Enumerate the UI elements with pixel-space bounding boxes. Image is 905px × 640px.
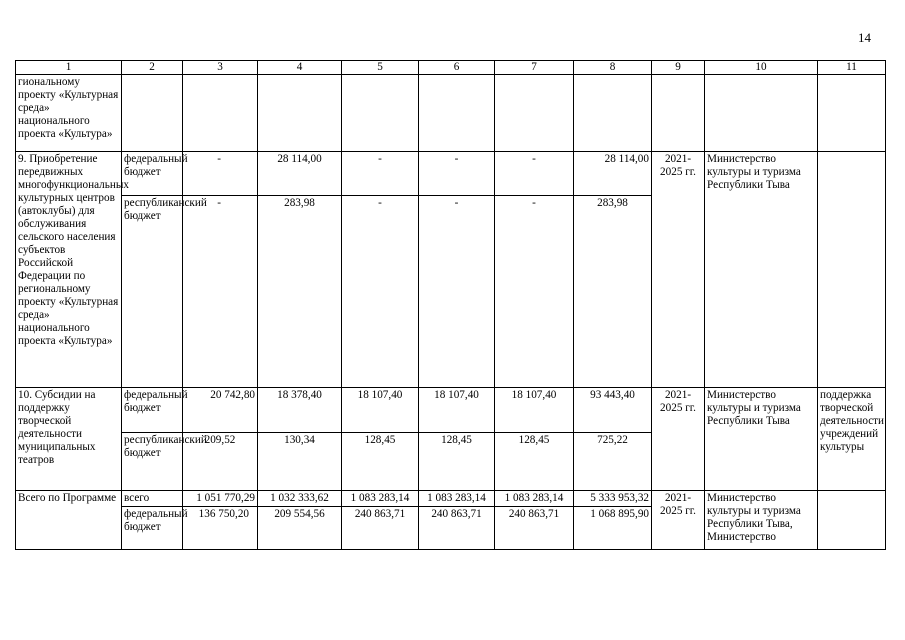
amount-cell: 1 083 283,14 <box>495 491 574 507</box>
amount-cell: 283,98 <box>258 196 342 388</box>
amount-cell: 136 750,20 <box>183 507 258 550</box>
column-number: 7 <box>495 61 574 75</box>
activity-name: Всего по Программе <box>16 491 122 550</box>
amount-cell: - <box>183 152 258 196</box>
column-number: 1 <box>16 61 122 75</box>
funding-source: федеральный бюджет <box>122 152 183 196</box>
amount-cell: 240 863,71 <box>342 507 419 550</box>
page-number: 14 <box>858 30 871 45</box>
amount-cell: 18 107,40 <box>495 388 574 433</box>
amount-cell: - <box>183 196 258 388</box>
column-number: 9 <box>652 61 705 75</box>
column-number: 8 <box>574 61 652 75</box>
total-amount-cell: 283,98 <box>574 196 652 388</box>
amount-cell: 1 083 283,14 <box>419 491 495 507</box>
continuation-row <box>16 75 886 152</box>
funding-source: федеральный бюджет <box>122 388 183 433</box>
amount-cell: - <box>495 196 574 388</box>
column-number: 4 <box>258 61 342 75</box>
empty-cell <box>419 75 495 152</box>
column-number: 6 <box>419 61 495 75</box>
total-amount-cell: 1 068 895,90 <box>574 507 652 550</box>
amount-cell: 128,45 <box>342 433 419 491</box>
column-number: 2 <box>122 61 183 75</box>
amount-cell: 240 863,71 <box>419 507 495 550</box>
total-amount-cell: 5 333 953,32 <box>574 491 652 507</box>
funding-source: республиканский бюджет <box>122 196 183 388</box>
empty-cell <box>652 75 705 152</box>
amount-cell: - <box>495 152 574 196</box>
amount-cell: 240 863,71 <box>495 507 574 550</box>
amount-cell: 130,34 <box>258 433 342 491</box>
empty-cell <box>818 75 886 152</box>
activity-name: 10. Субсидии на поддержку творческой деятельности муниципальных театров <box>16 388 122 491</box>
amount-cell: 28 114,00 <box>258 152 342 196</box>
table-row <box>16 388 886 433</box>
amount-cell: 1 083 283,14 <box>342 491 419 507</box>
activity-name: 9. Приобретение передвижных многофункциональных культурных центров (автоклубы) для обслуживания сельского населения субъектов Российской Федерации по региональному проекту «Культурная среда» национального проекта «Культура» <box>16 152 122 388</box>
empty-cell <box>574 75 652 152</box>
empty-cell <box>342 75 419 152</box>
amount-cell: - <box>342 196 419 388</box>
column-number-row <box>16 61 886 75</box>
column-number: 11 <box>818 61 886 75</box>
empty-cell <box>705 75 818 152</box>
column-number: 5 <box>342 61 419 75</box>
amount-cell: 18 107,40 <box>342 388 419 433</box>
amount-cell: 20 742,80 <box>183 388 258 433</box>
empty-cell <box>122 75 183 152</box>
table-row <box>16 152 886 196</box>
funding-source: республиканский бюджет <box>122 433 183 491</box>
period-cell: 2021-2025 гг. <box>652 388 705 491</box>
activity-name: гиональному проекту «Культурная среда» национального проекта «Культура» <box>16 75 122 152</box>
amount-cell: 18 107,40 <box>419 388 495 433</box>
amount-cell: 128,45 <box>419 433 495 491</box>
executor-cell: Министерство культуры и туризма Республики Тыва <box>705 152 818 388</box>
amount-cell: 18 378,40 <box>258 388 342 433</box>
total-amount-cell: 93 443,40 <box>574 388 652 433</box>
result-cell: поддержка творческой деятельности учреждений культуры <box>818 388 886 491</box>
amount-cell: - <box>419 196 495 388</box>
period-cell: 2021-2025 гг. <box>652 491 705 550</box>
period-cell: 2021-2025 гг. <box>652 152 705 388</box>
total-amount-cell: 725,22 <box>574 433 652 491</box>
column-number: 3 <box>183 61 258 75</box>
total-amount-cell: 28 114,00 <box>574 152 652 196</box>
amount-cell: 209,52 <box>183 433 258 491</box>
executor-cell: Министерство культуры и туризма Республики Тыва <box>705 388 818 491</box>
amount-cell: - <box>342 152 419 196</box>
program-funding-table <box>15 60 886 550</box>
empty-cell <box>495 75 574 152</box>
executor-cell: Министерство культуры и туризма Республики Тыва, Министерство <box>705 491 818 550</box>
empty-cell <box>258 75 342 152</box>
amount-cell: 1 032 333,62 <box>258 491 342 507</box>
amount-cell: 209 554,56 <box>258 507 342 550</box>
result-cell <box>818 152 886 388</box>
amount-cell: 1 051 770,29 <box>183 491 258 507</box>
empty-cell <box>183 75 258 152</box>
amount-cell: 128,45 <box>495 433 574 491</box>
funding-source: федеральный бюджет <box>122 507 183 550</box>
column-number: 10 <box>705 61 818 75</box>
funding-source: всего <box>122 491 183 507</box>
table-row <box>16 491 886 507</box>
empty-cell <box>818 491 886 550</box>
amount-cell: - <box>419 152 495 196</box>
